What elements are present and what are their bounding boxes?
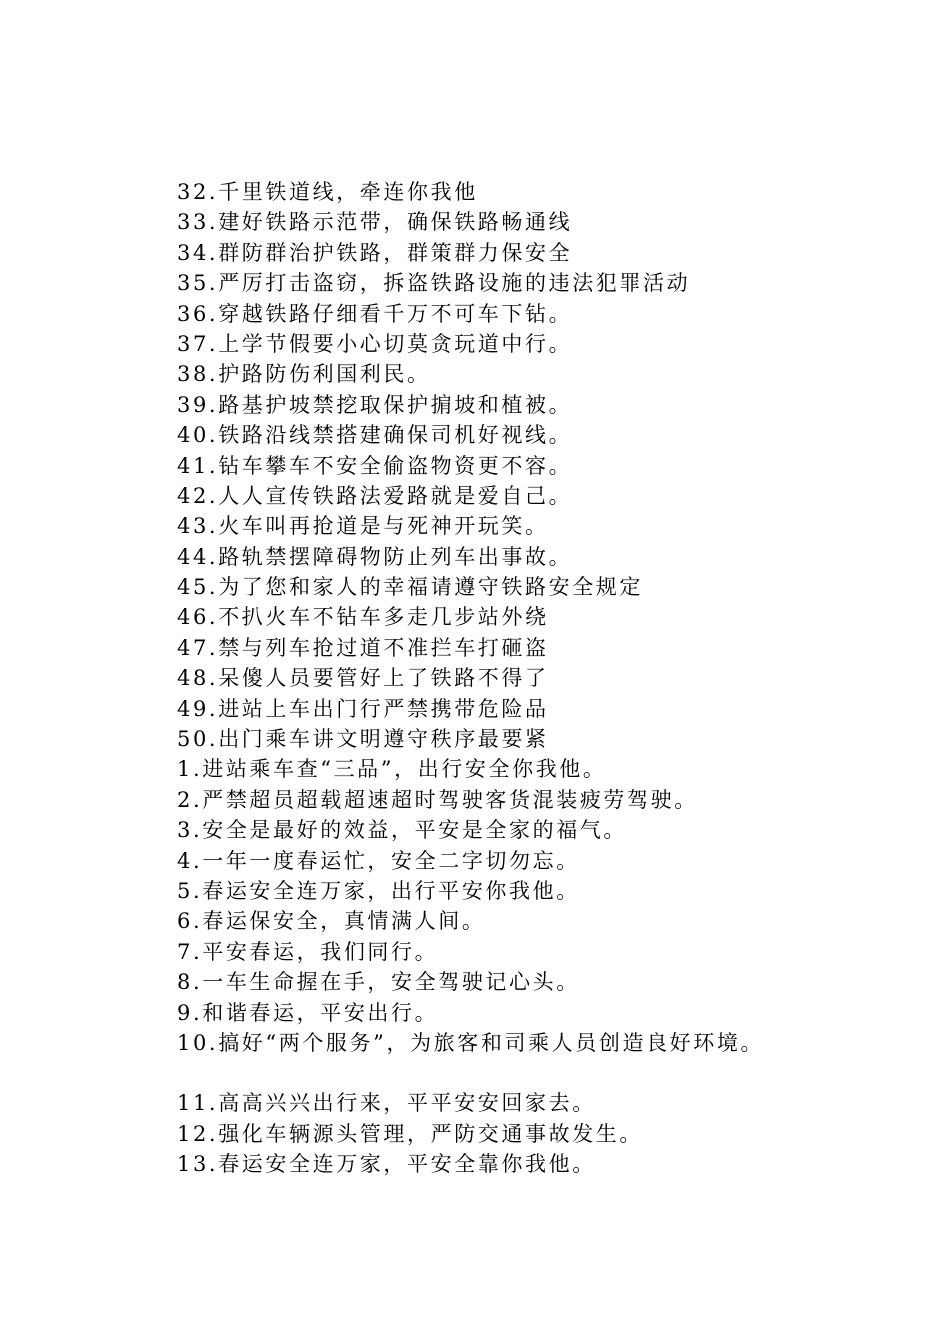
slogan-line: 46.不扒火车不钻车多走几步站外绕 <box>177 605 549 630</box>
slogan-line: 11.高高兴兴出行来，平平安安回家去。 <box>177 1091 596 1116</box>
slogan-line: 8.一车生命握在手，安全驾驶记心头。 <box>177 970 580 995</box>
slogan-line: 4.一年一度春运忙，安全二字切勿忘。 <box>177 848 580 873</box>
slogan-line: 50.出门乘车讲文明遵守秩序最要紧 <box>177 727 549 752</box>
slogan-line: 49.进站上车出门行严禁携带危险品 <box>177 696 549 721</box>
slogan-line: 3.安全是最好的效益，平安是全家的福气。 <box>177 818 628 843</box>
slogan-line: 38.护路防伤利国利民。 <box>177 362 431 387</box>
slogan-line: 7.平安春运，我们同行。 <box>177 939 439 964</box>
slogan-line: 1.进站乘车查“三品”，出行安全你我他。 <box>177 757 607 782</box>
slogan-line: 12.强化车辆源头管理，严防交通事故发生。 <box>177 1121 643 1146</box>
slogan-line: 2.严禁超员超载超速超时驾驶客货混装疲劳驾驶。 <box>177 787 698 812</box>
slogan-line: 44.路轨禁摆障碍物防止列车出事故。 <box>177 544 573 569</box>
slogan-line: 35.严厉打击盗窃，拆盗铁路设施的违法犯罪活动 <box>177 271 691 296</box>
slogan-line: 39.路基护坡禁挖取保护掮坡和植被。 <box>177 392 573 417</box>
slogan-line: 9.和谐春运，平安出行。 <box>177 1000 439 1025</box>
slogan-line: 48.呆傻人员要管好上了铁路不得了 <box>177 666 549 691</box>
slogan-line: 37.上学节假要小心切莫贪玩道中行。 <box>177 331 573 356</box>
slogan-line: 40.铁路沿线禁搭建确保司机好视线。 <box>177 423 573 448</box>
slogan-line: 45.为了您和家人的幸福请遵守铁路安全规定 <box>177 575 643 600</box>
slogan-line: 6.春运保安全，真情满人间。 <box>177 909 486 934</box>
slogan-line: 32.千里铁道线，牵连你我他 <box>177 180 478 204</box>
slogan-line: 5.春运安全连万家，出行平安你我他。 <box>177 878 580 903</box>
slogan-line: 34.群防群治护铁路，群策群力保安全 <box>177 240 573 265</box>
slogan-line: 10.搞好“两个服务”，为旅客和司乘人员创造良好环境。 <box>177 1030 765 1055</box>
slogan-list <box>177 177 877 1180</box>
slogan-line: 36.穿越铁路仔细看千万不可车下钻。 <box>177 301 573 326</box>
slogan-line: 13.春运安全连万家，平安全靠你我他。 <box>177 1152 596 1177</box>
slogan-line: 41.钻车攀车不安全偷盗物资更不容。 <box>177 453 573 478</box>
slogan-line: 42.人人宣传铁路法爱路就是爱自己。 <box>177 483 573 508</box>
slogan-line: 47.禁与列车抢过道不准拦车打砸盗 <box>177 635 549 660</box>
slogan-line: 43.火车叫再抢道是与死神开玩笑。 <box>177 514 549 539</box>
slogan-line: 33.建好铁路示范带，确保铁路畅通线 <box>177 210 573 235</box>
